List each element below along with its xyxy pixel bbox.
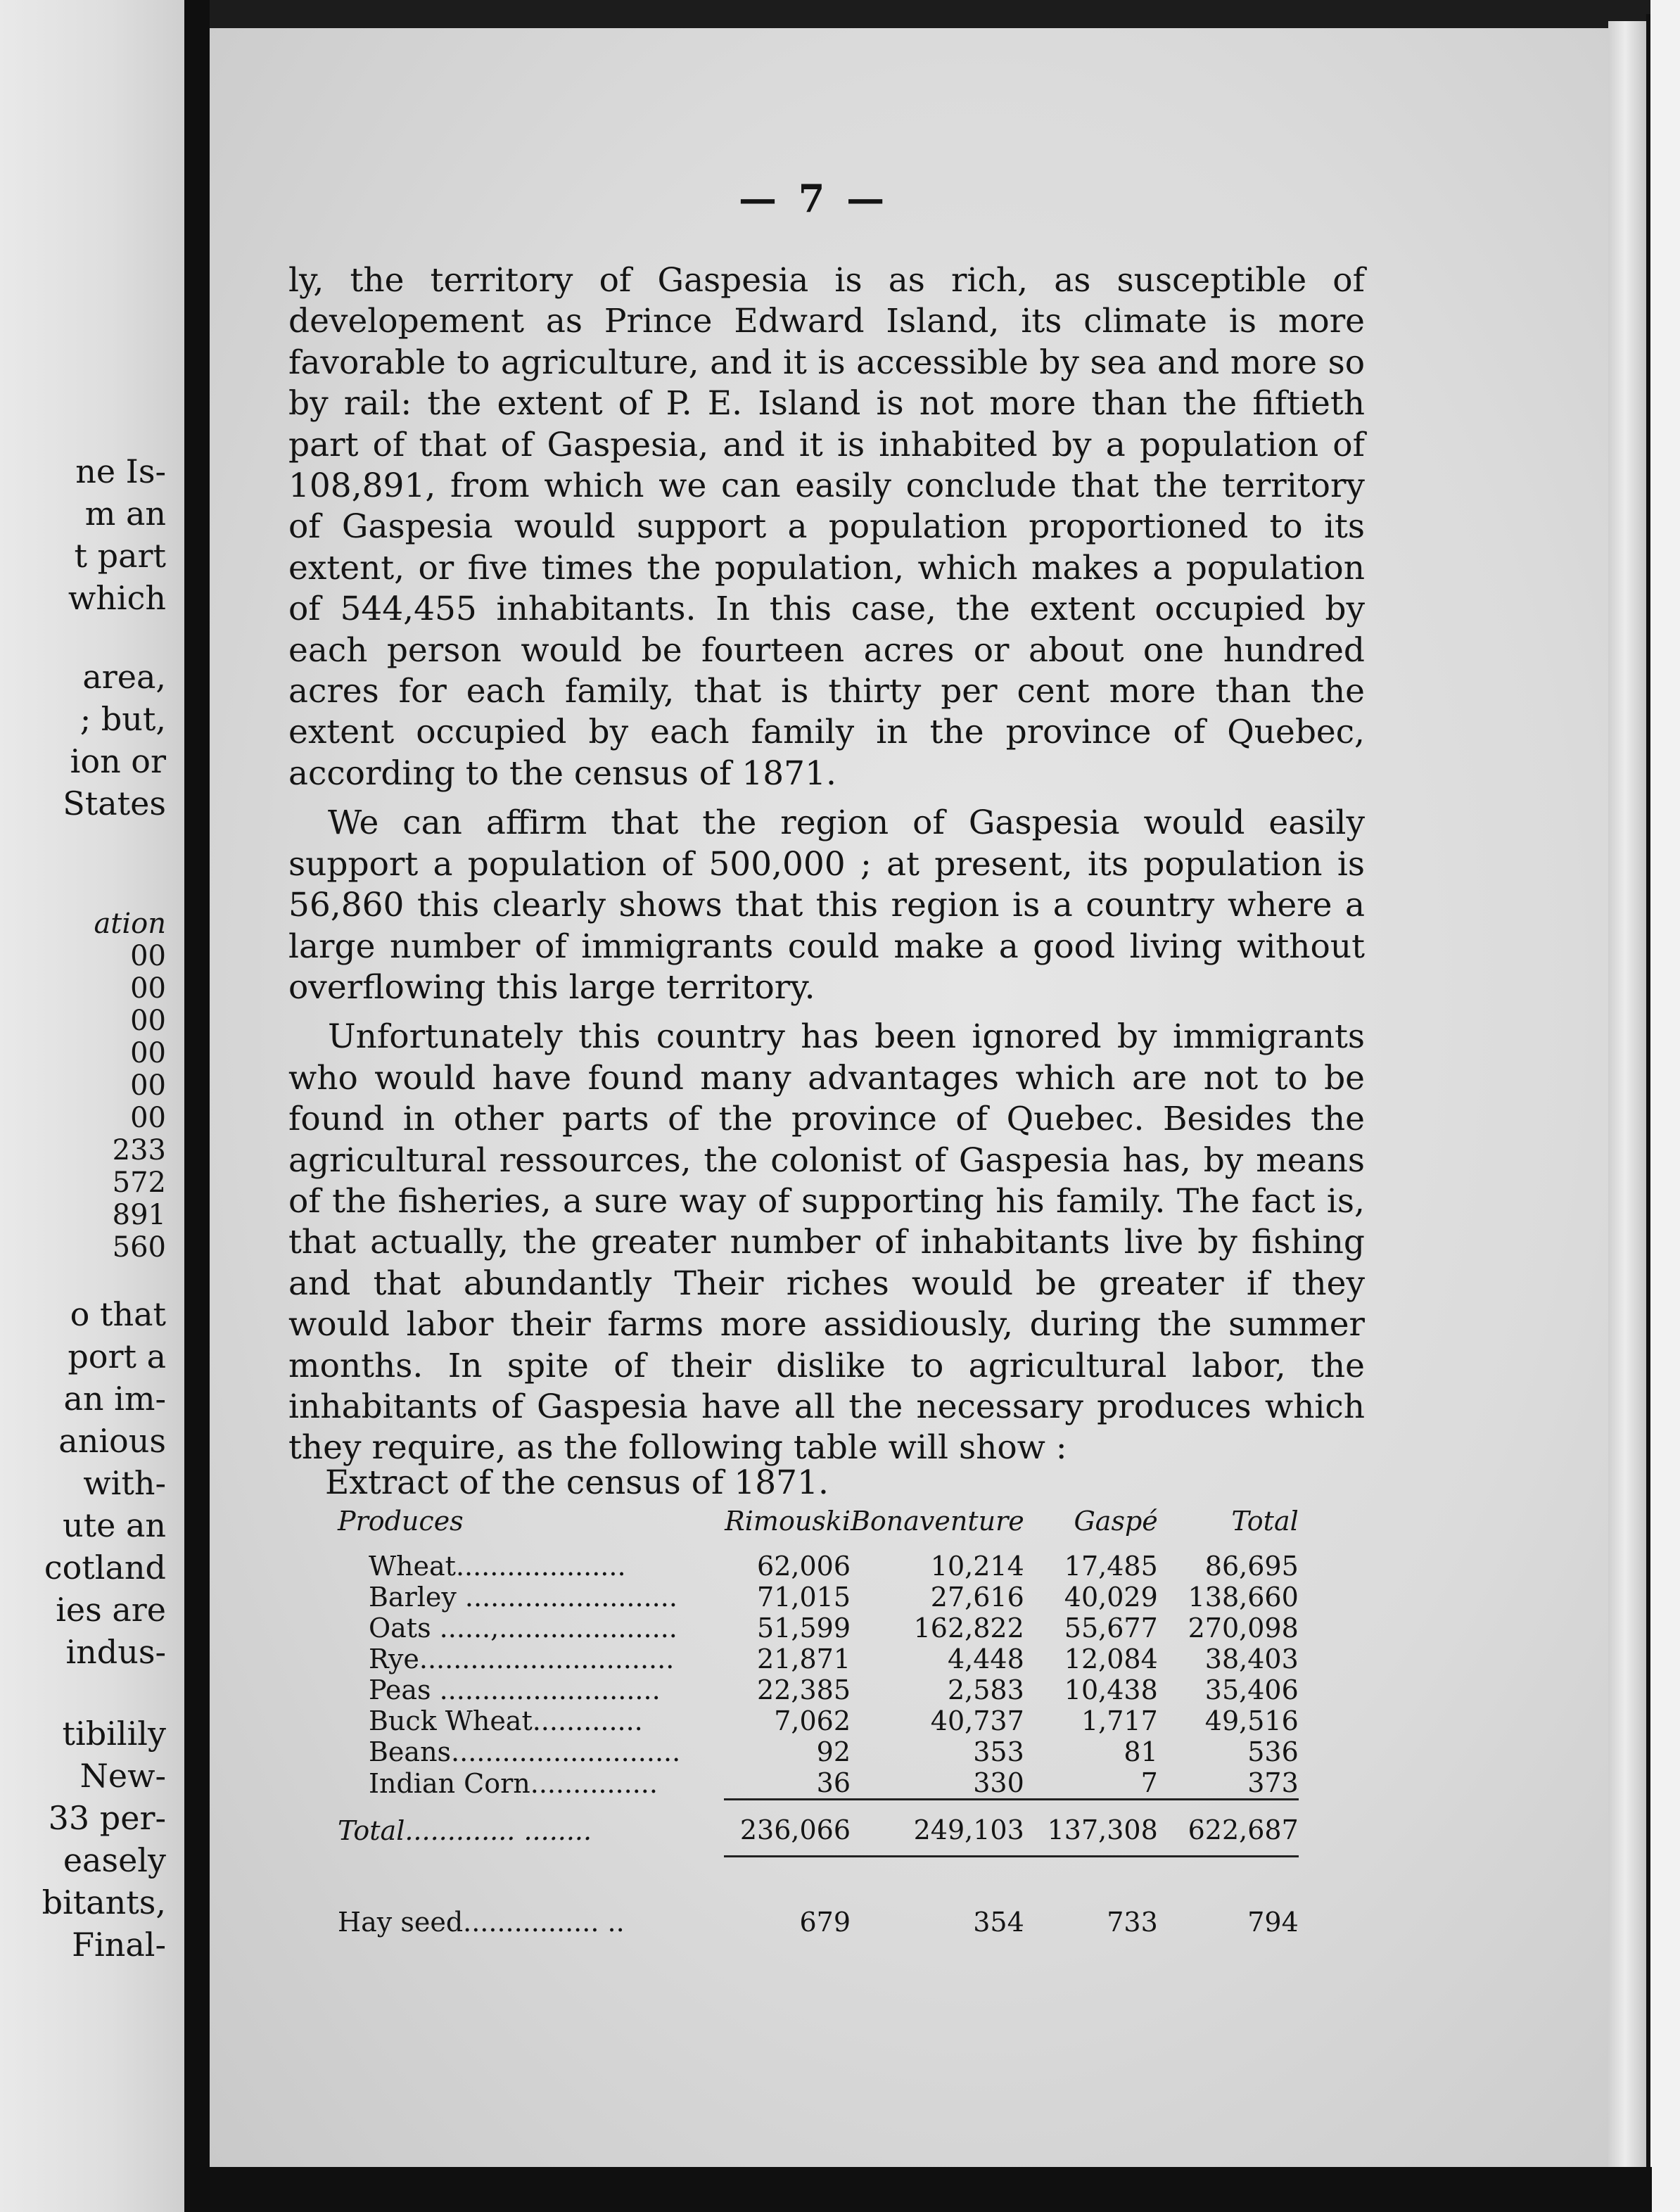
row-label: Hay seed................ .. <box>338 1907 625 1938</box>
prev-line: which <box>68 579 166 617</box>
table-header-row <box>338 1506 1299 1551</box>
previous-page-text-2 <box>0 1293 166 1966</box>
prev-line: easely <box>63 1841 166 1879</box>
row-label: Barley ......................... <box>369 1582 677 1613</box>
prev-line: t part <box>74 537 166 575</box>
table-cell: 22,385 <box>757 1674 851 1705</box>
prev-number: 00 <box>130 1102 166 1134</box>
table-cell: 36 <box>816 1767 851 1798</box>
prev-line: cotland <box>44 1549 166 1587</box>
prev-line: indus- <box>65 1633 166 1671</box>
table-cell: 373 <box>1247 1767 1299 1798</box>
table-cell: 55,677 <box>1064 1613 1158 1644</box>
table-cell: 35,406 <box>1204 1674 1299 1705</box>
prev-number-header: ation <box>94 908 166 940</box>
total-cell: 622,687 <box>1158 1810 1299 1857</box>
table-cell: 21,871 <box>757 1644 851 1674</box>
table-cell: 86,695 <box>1204 1551 1299 1582</box>
prev-line: m an <box>84 495 166 533</box>
table-cell: 81 <box>1124 1736 1158 1767</box>
table-cell: 330 <box>973 1767 1024 1798</box>
table-cell: 10,438 <box>1064 1674 1158 1705</box>
scan-margin <box>1650 0 1680 2212</box>
table-caption: Extract of the census of 1871. <box>325 1463 829 1502</box>
row-label: Wheat.................... <box>369 1551 626 1582</box>
column-header: Gaspé <box>1074 1506 1158 1537</box>
table-cell: 353 <box>973 1736 1024 1767</box>
table-cell: 162,822 <box>913 1613 1024 1644</box>
prev-number: 572 <box>112 1167 166 1199</box>
rule-line <box>724 1800 851 1811</box>
previous-page-numbers <box>94 908 166 1264</box>
prev-line: ute an <box>62 1506 166 1544</box>
table-cell: 62,006 <box>757 1551 851 1582</box>
prev-number: 00 <box>130 1037 166 1069</box>
table-cell: 49,516 <box>1204 1705 1299 1736</box>
prev-line: ies are <box>56 1591 166 1629</box>
table-cell: 7,062 <box>774 1705 851 1736</box>
prev-line: anious <box>58 1422 166 1460</box>
table-cell: 4,448 <box>947 1644 1024 1674</box>
table-row <box>338 1613 1299 1644</box>
prev-line: 33 per- <box>48 1799 166 1837</box>
table-cell: 71,015 <box>757 1582 851 1613</box>
table-cell: 270,098 <box>1188 1613 1299 1644</box>
table-row <box>338 1767 1299 1800</box>
table-row <box>338 1551 1299 1582</box>
table-rule <box>338 1800 1299 1811</box>
prev-line: o that <box>70 1295 166 1333</box>
total-cell: 249,103 <box>851 1810 1024 1857</box>
row-label: Peas .......................... <box>369 1674 661 1705</box>
total-label: Total............. ........ <box>338 1814 592 1846</box>
prev-gap <box>0 619 166 656</box>
prev-line: ; but, <box>79 700 166 738</box>
table-cell: 10,214 <box>930 1551 1024 1582</box>
prev-line: port a <box>68 1337 166 1375</box>
previous-page-fragment <box>0 0 184 2212</box>
rule-line <box>851 1800 1024 1811</box>
table-row <box>338 1674 1299 1705</box>
table-cell: 733 <box>1107 1907 1158 1938</box>
table-cell: 27,616 <box>930 1582 1024 1613</box>
table-cell: 38,403 <box>1204 1644 1299 1674</box>
prev-line: an im- <box>63 1380 166 1418</box>
total-cell: 236,066 <box>724 1810 851 1857</box>
table-cell: 40,737 <box>930 1705 1024 1736</box>
table-cell: 92 <box>816 1736 851 1767</box>
column-header: Bonaventure <box>851 1506 1024 1537</box>
prev-line: New- <box>79 1757 166 1795</box>
prev-number: 00 <box>130 940 166 972</box>
table-cell: 354 <box>973 1907 1024 1938</box>
prev-line: Final- <box>72 1926 166 1964</box>
page-edge <box>1608 21 1650 2174</box>
book-spine-shadow <box>184 0 210 2212</box>
table-cell: 1,717 <box>1081 1705 1158 1736</box>
table-cell: 138,660 <box>1188 1582 1299 1613</box>
prev-number: 00 <box>130 1005 166 1037</box>
table-cell: 7 <box>1140 1767 1158 1798</box>
census-table <box>338 1506 1299 1938</box>
table-cell: 679 <box>799 1907 851 1938</box>
row-label: Beans........................... <box>369 1736 681 1767</box>
prev-line: area, <box>82 658 166 696</box>
row-label: Oats ......,..................... <box>369 1613 677 1644</box>
prev-line: with- <box>83 1464 166 1502</box>
table-row <box>338 1736 1299 1767</box>
prev-line: ne Is- <box>75 452 166 490</box>
body-text <box>288 260 1365 1469</box>
paragraph: We can affirm that the region of Gaspesia would easily support a population of 500,000 ; at present, its population is 56,860 this clearly shows that this region is a country where a large number of immigrants could make a good living without overflowing this large territory. <box>288 803 1365 1007</box>
rule-line <box>1158 1800 1299 1811</box>
column-header: Produces <box>338 1506 464 1537</box>
row-label: Buck Wheat............. <box>369 1705 643 1736</box>
prev-line: tibilily <box>62 1715 166 1753</box>
prev-gap <box>0 1673 166 1712</box>
row-label: Indian Corn............... <box>369 1767 658 1799</box>
page-number: — 7 — <box>739 176 889 221</box>
table-cell: 794 <box>1247 1907 1299 1938</box>
scan-bottom-shadow <box>210 2167 1652 2212</box>
prev-number: 560 <box>112 1231 166 1264</box>
rule-line <box>1024 1800 1158 1811</box>
column-header: Rimouski <box>725 1506 851 1537</box>
prev-number: 233 <box>112 1134 166 1167</box>
prev-line: bitants, <box>42 1883 166 1921</box>
row-label: Rye.............................. <box>369 1644 675 1674</box>
prev-line: States <box>63 784 166 822</box>
table-row <box>338 1582 1299 1613</box>
paragraph: Unfortunately this country has been ignored by immigrants who would have found many advantages which are not to be found in other parts of the province of Quebec. Besides the agricultural ressources, the colonist of Gaspesia has, by means of the fisheries, a sure way of supporting his family. The fact is, that actually, the greater number of inhabitants live by fishing and that abundantly Their riches would be greater if they would labor their farms more assidiously, during the summer months. In spite of their dislike to agricultural labor, the inhabitants of Gaspesia have all the necessary produces which they require, as the following table will show : <box>288 1017 1365 1468</box>
prev-line: ion or <box>70 742 166 780</box>
table-total-row <box>338 1810 1299 1857</box>
table-gap <box>338 1857 1299 1907</box>
previous-page-text <box>0 450 166 825</box>
table-cell: 51,599 <box>757 1613 851 1644</box>
prev-number: 00 <box>130 1069 166 1102</box>
rule-blank <box>338 1800 724 1811</box>
total-cell: 137,308 <box>1024 1810 1158 1857</box>
table-row <box>338 1705 1299 1736</box>
table-cell: 2,583 <box>947 1674 1024 1705</box>
table-row-hay-seed <box>338 1907 1299 1938</box>
table-cell: 12,084 <box>1064 1644 1158 1674</box>
table-cell: 17,485 <box>1064 1551 1158 1582</box>
prev-number: 00 <box>130 972 166 1005</box>
prev-number: 891 <box>112 1199 166 1231</box>
table-cell: 40,029 <box>1064 1582 1158 1613</box>
paragraph: ly, the territory of Gaspesia is as rich, as susceptible of developement as Prince Edward Island, its climate is more favorable to agriculture, and it is accessible by sea and more so by rail: the extent of P. E. Island is not more than the fiftieth part of that of Gaspesia, and it is inhabited by a population of 108,891, from which we can easily conclude that the territory of Gaspesia would support a population proportioned to its extent, or five times the population, which makes a population of 544,455 inhabitants. In this case, the extent occupied by each person would be fourteen acres or about one hundred acres for each family, that is thirty per cent more than the extent occupied by each family in the province of Quebec, according to the census of 1871. <box>288 261 1365 793</box>
column-header: Total <box>1231 1506 1299 1537</box>
table-row <box>338 1644 1299 1674</box>
table-cell: 536 <box>1247 1736 1299 1767</box>
